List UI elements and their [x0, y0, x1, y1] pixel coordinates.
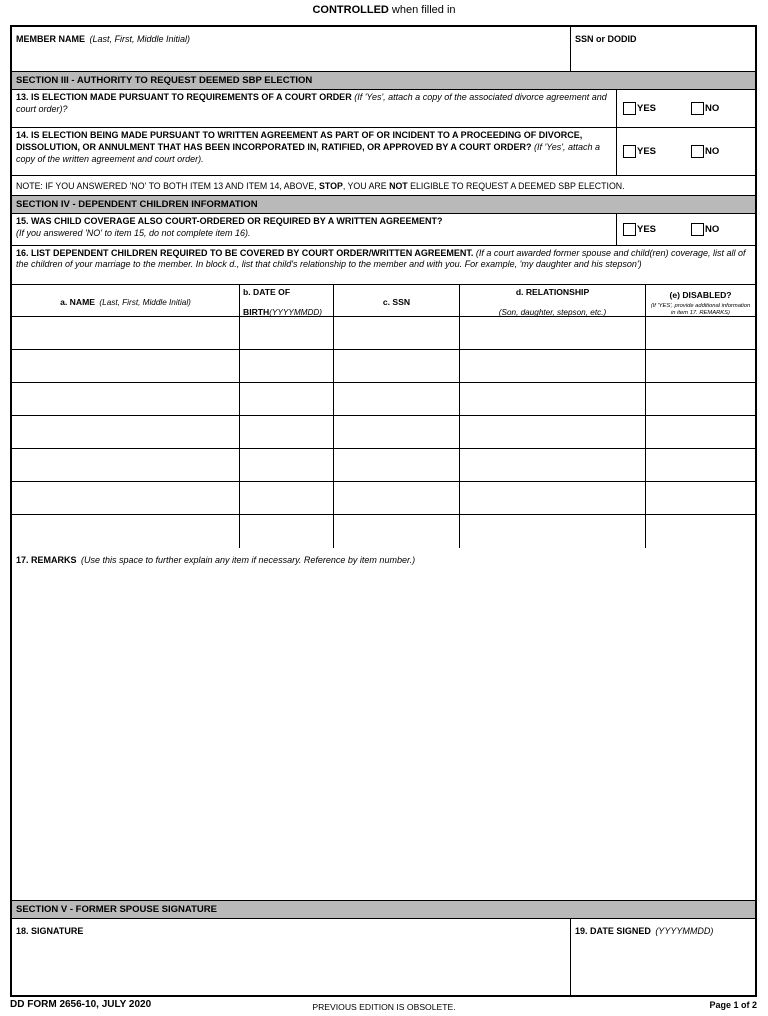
child-dob-cell[interactable] — [239, 449, 333, 481]
signature-label: 18. SIGNATURE — [16, 926, 84, 936]
page-footer — [0, 999, 768, 1015]
child-name-cell[interactable] — [12, 317, 239, 349]
child-dob-cell[interactable] — [239, 317, 333, 349]
child-name-cell[interactable] — [12, 482, 239, 514]
child-dob-cell[interactable] — [239, 515, 333, 548]
child-name-cell[interactable] — [12, 515, 239, 548]
ssn-dodid-field[interactable] — [570, 27, 755, 71]
item13-no-checkbox-icon[interactable] — [691, 102, 704, 115]
form-number: DD FORM 2656-10, JULY 2020 — [10, 999, 152, 1010]
item15-question — [12, 214, 616, 245]
item15-question-text: 15. WAS CHILD COVERAGE ALSO COURT-ORDERED OR REQUIRED BY A WRITTEN AGREEMENT? — [16, 216, 443, 226]
child-ssn-cell[interactable] — [333, 383, 459, 415]
item13-question — [12, 90, 616, 127]
child-disabled-cell[interactable] — [645, 515, 755, 548]
item16-hint: (If a court awarded former spouse and child(ren) coverage, list all of the children of your marriage to the member. In block d., list that child's relationship to the member and with you. For example, 'my daughter and his stepson') — [16, 248, 746, 270]
item16-row — [12, 246, 755, 285]
column-header-ssn: c. SSN — [333, 285, 459, 316]
item15-answer-cell — [616, 214, 755, 245]
column-header-dob: b. DATE OF BIRTH(YYYYMMDD) — [239, 285, 333, 316]
child-disabled-cell[interactable] — [645, 449, 755, 481]
child-disabled-cell[interactable] — [645, 416, 755, 448]
table-row — [12, 350, 755, 383]
child-dob-cell[interactable] — [239, 350, 333, 382]
child-ssn-cell[interactable] — [333, 350, 459, 382]
child-ssn-cell[interactable] — [333, 317, 459, 349]
child-disabled-cell[interactable] — [645, 350, 755, 382]
table-row — [12, 416, 755, 449]
section-iv-header — [12, 196, 755, 214]
children-table-header — [12, 285, 755, 317]
ssn-dodid-label: SSN or DODID — [575, 34, 637, 44]
stop-note-not: NOT — [389, 180, 408, 191]
item15-yes-option[interactable] — [623, 223, 656, 236]
child-ssn-cell[interactable] — [333, 515, 459, 548]
stop-note-row — [12, 176, 755, 196]
member-name-field[interactable] — [12, 27, 570, 71]
child-name-cell[interactable] — [12, 383, 239, 415]
classification-banner-rest: when filled in — [388, 4, 456, 16]
item15-question-hint: (If you answered 'NO' to item 15, do not complete item 16). — [16, 227, 251, 238]
child-name-cell[interactable] — [12, 416, 239, 448]
child-name-cell[interactable] — [12, 350, 239, 382]
item16-instruction — [12, 246, 755, 284]
signature-field[interactable] — [12, 919, 570, 995]
child-ssn-cell[interactable] — [333, 449, 459, 481]
stop-note-stop: STOP — [319, 180, 343, 191]
remarks-hint: (Use this space to further explain any item if necessary. Reference by item number.) — [80, 555, 416, 565]
item14-question — [12, 128, 616, 175]
item14-row — [12, 128, 755, 176]
classification-banner-bold: CONTROLLED — [312, 4, 389, 16]
table-row — [12, 515, 755, 548]
member-name-hint: (Last, First, Middle Initial) — [89, 34, 190, 44]
child-relationship-cell[interactable] — [459, 416, 645, 448]
child-dob-cell[interactable] — [239, 383, 333, 415]
date-signed-label: 19. DATE SIGNED — [575, 926, 651, 936]
signature-row — [12, 919, 755, 995]
form-body — [10, 25, 757, 997]
item15-no-option[interactable] — [691, 223, 719, 236]
item14-answer-cell — [616, 128, 755, 175]
item15-no-checkbox-icon[interactable] — [691, 223, 704, 236]
item14-no-checkbox-icon[interactable] — [691, 145, 704, 158]
child-relationship-cell[interactable] — [459, 317, 645, 349]
item14-yes-option[interactable] — [623, 145, 656, 158]
table-row — [12, 449, 755, 482]
item14-yes-checkbox-icon[interactable] — [623, 145, 636, 158]
column-header-disabled: (e) DISABLED? (If 'YES', provide additional information in item 17. REMARKS) — [645, 285, 755, 316]
item14-no-label: NO — [705, 146, 720, 157]
remarks-caption — [12, 548, 755, 570]
date-signed-field[interactable] — [570, 919, 755, 995]
item14-yes-label: YES — [637, 146, 657, 157]
section-v-title: SECTION V - FORMER SPOUSE SIGNATURE — [16, 904, 217, 915]
child-ssn-cell[interactable] — [333, 416, 459, 448]
page-number: Page 1 of 2 — [709, 1000, 757, 1010]
child-disabled-cell[interactable] — [645, 317, 755, 349]
column-header-name: a. NAME (Last, First, Middle Initial) — [60, 296, 191, 307]
item13-no-option[interactable] — [691, 102, 719, 115]
item14-question-hint: (If 'Yes', attach a copy of the written agreement and court order). — [16, 141, 601, 164]
item14-no-option[interactable] — [691, 145, 719, 158]
section-iii-header — [12, 72, 755, 90]
remarks-label: 17. REMARKS — [16, 555, 77, 565]
remarks-area[interactable] — [12, 548, 755, 901]
item13-question-hint: (If 'Yes', attach a copy of the associated divorce agreement and court order)? — [16, 92, 607, 114]
child-relationship-cell[interactable] — [459, 449, 645, 481]
child-relationship-cell[interactable] — [459, 515, 645, 548]
item15-yes-checkbox-icon[interactable] — [623, 223, 636, 236]
member-identification-row — [12, 27, 755, 72]
child-ssn-cell[interactable] — [333, 482, 459, 514]
child-disabled-cell[interactable] — [645, 482, 755, 514]
classification-banner — [0, 4, 768, 16]
item13-no-label: NO — [705, 103, 720, 114]
item13-yes-label: YES — [637, 103, 657, 114]
child-dob-cell[interactable] — [239, 416, 333, 448]
section-iv-title: SECTION IV - DEPENDENT CHILDREN INFORMATION — [16, 199, 258, 210]
item15-no-label: NO — [705, 224, 720, 235]
child-name-cell[interactable] — [12, 449, 239, 481]
item15-row — [12, 214, 755, 246]
item13-yes-checkbox-icon[interactable] — [623, 102, 636, 115]
item13-row — [12, 90, 755, 128]
column-header-relationship: d. RELATIONSHIP (Son, daughter, stepson, etc.) — [459, 285, 645, 316]
item13-question-text: 13. IS ELECTION MADE PURSUANT TO REQUIREMENTS OF A COURT ORDER — [16, 92, 352, 102]
table-row — [12, 317, 755, 350]
table-row — [12, 383, 755, 416]
section-v-header — [12, 901, 755, 919]
item13-yes-option[interactable] — [623, 102, 656, 115]
child-relationship-cell[interactable] — [459, 383, 645, 415]
item13-answer-cell — [616, 90, 755, 127]
child-dob-cell[interactable] — [239, 482, 333, 514]
table-row — [12, 482, 755, 515]
section-iii-title: SECTION III - AUTHORITY TO REQUEST DEEMED SBP ELECTION — [16, 75, 313, 86]
item16-label: 16. LIST DEPENDENT CHILDREN REQUIRED TO BE COVERED BY COURT ORDER/WRITTEN AGREEMENT. — [16, 248, 474, 258]
child-disabled-cell[interactable] — [645, 383, 755, 415]
item14-question-text: 14. IS ELECTION BEING MADE PURSUANT TO WRITTEN AGREEMENT AS PART OF OR INCIDENT TO A PROCEEDING OF DIVORCE, DISSOLUTION, OR ANNULMENT THAT HAS BEEN INCORPORATED IN, RATIFIED, OR APPROVED BY A COURT ORDER? — [16, 130, 583, 152]
stop-note-text: NOTE: IF YOU ANSWERED 'NO' TO BOTH ITEM 13 AND ITEM 14, ABOVE, STOP, YOU ARE NOT ELIGIBLE TO REQUEST A DEEMED SBP ELECTION. — [16, 180, 625, 191]
item15-yes-label: YES — [637, 224, 657, 235]
child-relationship-cell[interactable] — [459, 482, 645, 514]
edition-note: PREVIOUS EDITION IS OBSOLETE. — [312, 1002, 456, 1012]
child-relationship-cell[interactable] — [459, 350, 645, 382]
member-name-label: MEMBER NAME — [16, 34, 85, 44]
date-signed-hint: (YYYYMMDD) — [655, 926, 714, 936]
